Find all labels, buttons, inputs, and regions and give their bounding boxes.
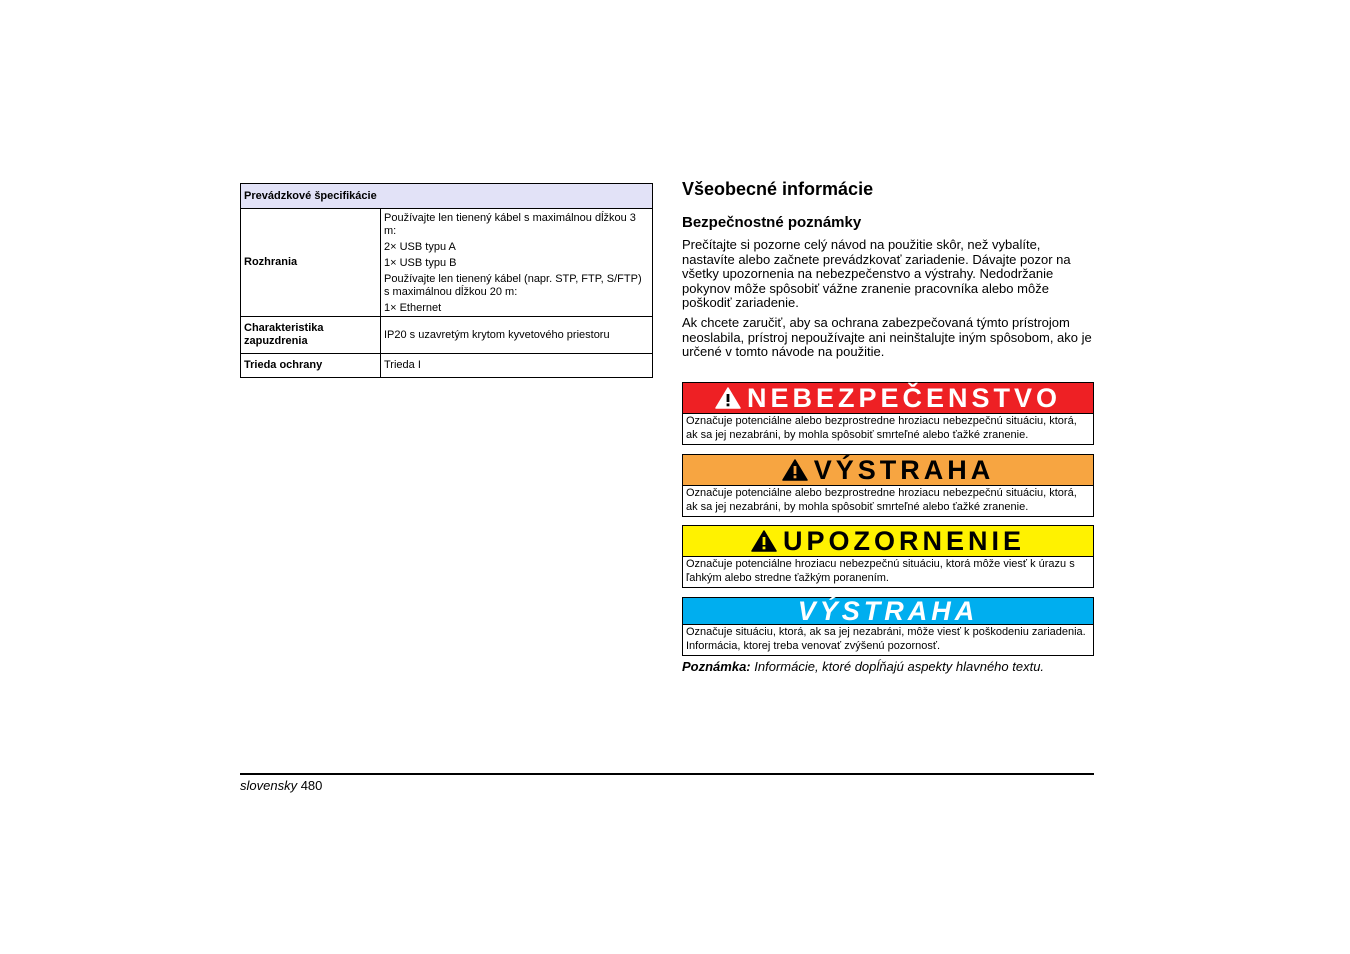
paragraph: Prečítajte si pozorne celý návod na použitie skôr, než vybalíte, nastavíte alebo začnete prevádzkovať zariadenie. Dávajte pozor na všetky upozornenia na nebezpečenstvo a výstrahy. Nedodržanie pokynov môže spôsobiť vážne zranenie pracovníka alebo môže poškodiť zariadenie.: [682, 237, 1071, 311]
table-row: [241, 354, 653, 378]
row-value: Trieda I: [381, 354, 653, 378]
page-number: 480: [300, 778, 323, 793]
signal-word: VÝSTRAHA: [813, 454, 995, 485]
value-line: Používajte len tienený kábel (napr. STP, FTP, S/FTP) s maximálnou dĺžkou 20 m:: [384, 272, 642, 298]
footer-divider: [240, 773, 1094, 775]
row-label: Trieda ochrany: [241, 354, 381, 378]
table-header: Prevádzkové špecifikácie: [241, 184, 653, 209]
row-label: Rozhrania: [241, 209, 381, 317]
section-title: Všeobecné informácie: [682, 179, 874, 199]
value-line: 1× Ethernet: [384, 301, 442, 314]
signal-description: Označuje potenciálne alebo bezprostredne hroziacu nebezpečnú situáciu, ktorá, ak sa jej nezabráni, by mohla spôsobiť smrteľné alebo ťažké zranenie.: [686, 415, 1077, 441]
value-line: 2× USB typu A: [384, 240, 456, 253]
signal-word: UPOZORNENIE: [782, 525, 1026, 556]
note-text: Informácie, ktoré dopĺňajú aspekty hlavného textu.: [754, 659, 1045, 674]
row-value: [381, 209, 653, 317]
caution-signal-box: [682, 525, 1094, 588]
signal-description: Označuje potenciálne hroziacu nebezpečnú situáciu, ktorá môže viesť k úrazu s ľahkým alebo stredne ťažkým poranením.: [686, 558, 1075, 584]
signal-description: Označuje potenciálne alebo bezprostredne hroziacu nebezpečnú situáciu, ktorá, ak sa jej nezabráni, by mohla spôsobiť smrteľné alebo ťažké zranenie.: [686, 487, 1077, 513]
general-info-section: [682, 178, 1094, 360]
notice-signal-box: [682, 597, 1094, 656]
warning-triangle-icon: [782, 459, 808, 481]
footer-language: slovensky: [240, 778, 298, 793]
value-line: 1× USB typu B: [384, 256, 457, 269]
value-line: Používajte len tienený kábel s maximálnou dĺžkou 3 m:: [384, 211, 636, 237]
row-value: IP20 s uzavretým krytom kyvetového priestoru: [381, 317, 653, 354]
specifications-table: [240, 183, 653, 378]
page-footer: [240, 778, 322, 793]
note-label: Poznámka:: [682, 659, 751, 674]
table-row: [241, 317, 653, 354]
section-subtitle: Bezpečnostné poznámky: [682, 214, 862, 231]
danger-signal-box: [682, 382, 1094, 445]
paragraph: Ak chcete zaručiť, aby sa ochrana zabezpečovaná týmto prístrojom neoslabila, prístroj nepoužívajte ani neinštalujte iným spôsobom, ako je určené v tomto návode na použitie.: [682, 314, 1092, 360]
warning-triangle-icon: [751, 530, 777, 552]
signal-word: NEBEZPEČENSTVO: [746, 382, 1062, 413]
warning-triangle-icon: [715, 387, 741, 409]
warning-signal-box: [682, 454, 1094, 517]
row-label: Charakteristika zapuzdrenia: [241, 317, 381, 354]
note: [682, 659, 1044, 674]
signal-description: Označuje situáciu, ktorá, ak sa jej nezabráni, môže viesť k poškodeniu zariadenia. Informácia, ktorej treba venovať zvýšenú pozornosť.: [686, 626, 1086, 652]
table-row: [241, 209, 653, 317]
signal-word: VÝSTRAHA: [797, 595, 979, 626]
